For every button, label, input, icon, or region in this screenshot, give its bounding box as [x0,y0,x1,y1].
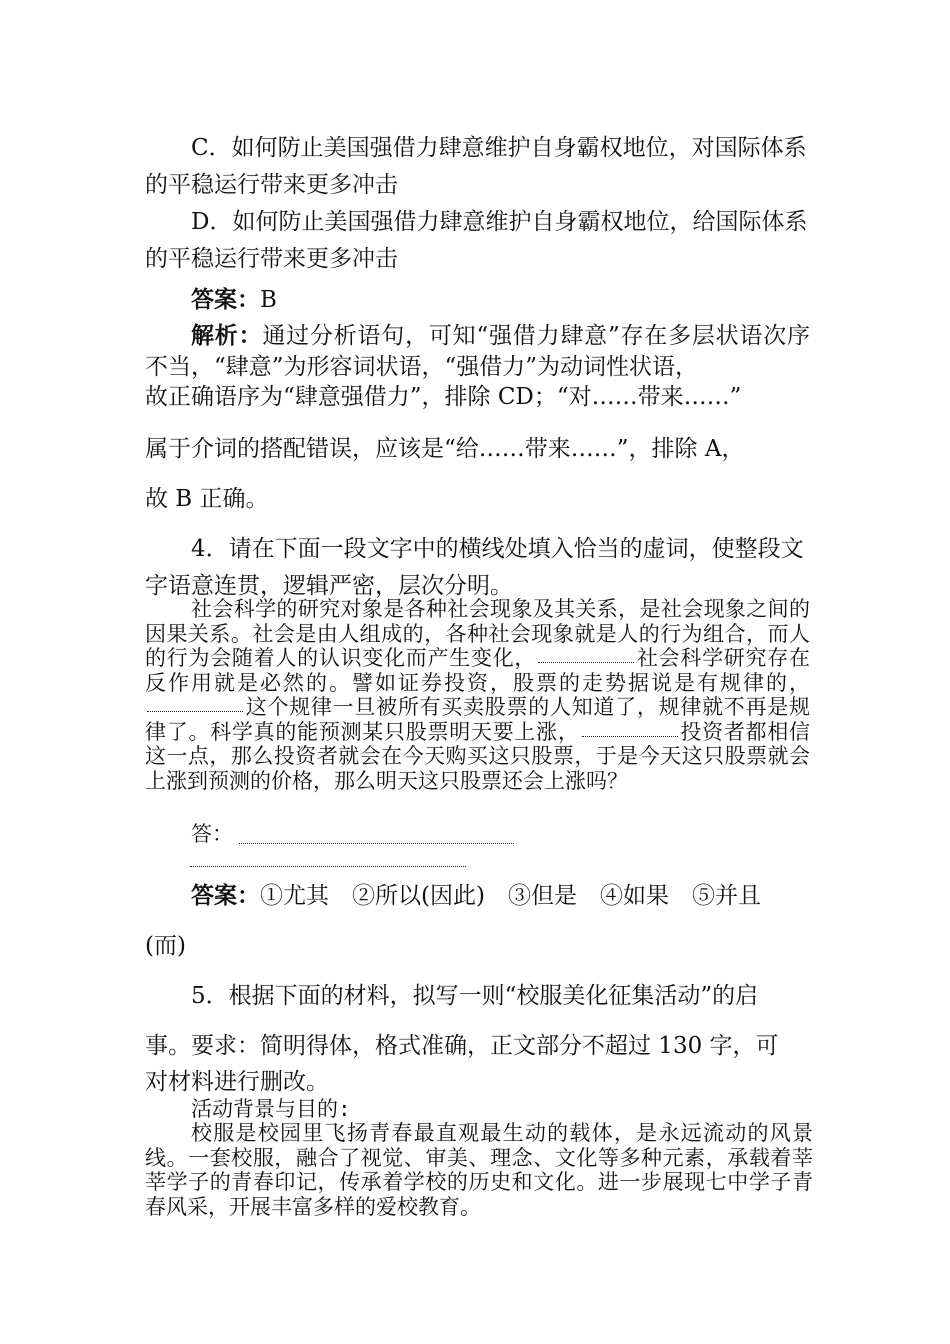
q3-analysis-label: 解析： [191,322,263,349]
q4-answer [145,880,810,912]
q3-analysis-line2: 故正确语序为“肆意强借力”，排除 CD；“对……带来……” [145,384,742,410]
q3-analysis-line4: 故 B 正确。 [145,486,269,512]
answer-prompt: 答： [191,822,233,846]
option-d: D．如何防止美国强借力肆意维护自身霸权地位，给国际体系的平稳运行带来更多冲击 [145,209,808,272]
q3-analysis-text: 通过分析语句，可知“强借力肆意”存在多层状语次序不当，“肆意”为形容词状语，“强借力”为动词性状语， [145,323,810,380]
q5-bg-title: 活动背景与目的: [191,1097,351,1121]
q3-answer [145,285,810,315]
q3-analysis [145,320,810,383]
blank-1[interactable] [538,661,634,663]
blank-3[interactable] [582,735,678,737]
q3-answer-label: 答案： [191,286,260,313]
option-c: C．如何防止美国强借力肆意维护自身霸权地位，对国际体系的平稳运行带来更多冲击 [145,135,807,198]
q5-bg-text: 校服是校园里飞扬青春最直观最生动的载体，是永远流动的风景线。一套校服，融合了视觉、审美、理念、文化等多种元素，承载着莘莘学子的青春印记，传承着学校的历史和文化。进一步展现七中学子青春风采，开展丰富多样的爱校教育。 [145,1121,813,1219]
blank-2[interactable] [147,710,243,712]
q4-answer-line2: (而) [145,933,186,959]
q5-prompt-line2: 事。要求：简明得体，格式准确，正文部分不超过 130 字，可 [145,1033,779,1059]
q3-answer-value: B [260,287,277,313]
passage-part-1: 社会科学的研究对象是各种社会现象及其关系，是社会现象之间的因果关系。社会是由人组成的，各种社会现象就是人的行为组合，而人的行为会随着人的认识变化而产生变化， [145,597,810,670]
q4-passage [145,597,810,793]
q5-prompt-line3: 对材料进行删改。 [145,1069,329,1095]
q4-answer-label: 答案： [191,882,260,909]
answer-line-1[interactable] [239,843,514,844]
q4-prompt: 4．请在下面一段文字中的横线处填入恰当的虚词，使整段文字语意连贯，逻辑严密，层次分明。 [145,536,804,599]
passage-part-3: 这个规律一旦被所有买卖股票的人知道了，规律就不再是规律了。科学真的能预测某只股票明天要上涨， [145,695,810,744]
answer-line-2[interactable] [190,866,466,867]
q3-analysis-line3: 属于介词的搭配错误，应该是“给……带来……”，排除 A， [145,436,745,462]
passage-part-2: 社会科学研究存在反作用就是必然的。譬如证券投资，股票的走势据说是有规律的， [145,646,811,695]
q5-prompt-line1: 5．根据下面的材料，拟写一则“校服美化征集活动”的启 [191,983,759,1009]
passage-part-4: 投资者都相信这一点，那么投资者就会在今天购买这只股票，于是今天这只股票就会上涨到预测的价格，那么明天这只股票还会上涨吗？ [145,719,811,793]
q4-answer-text: ①尤其 ②所以(因此) ③但是 ④如果 ⑤并且 [260,883,761,909]
